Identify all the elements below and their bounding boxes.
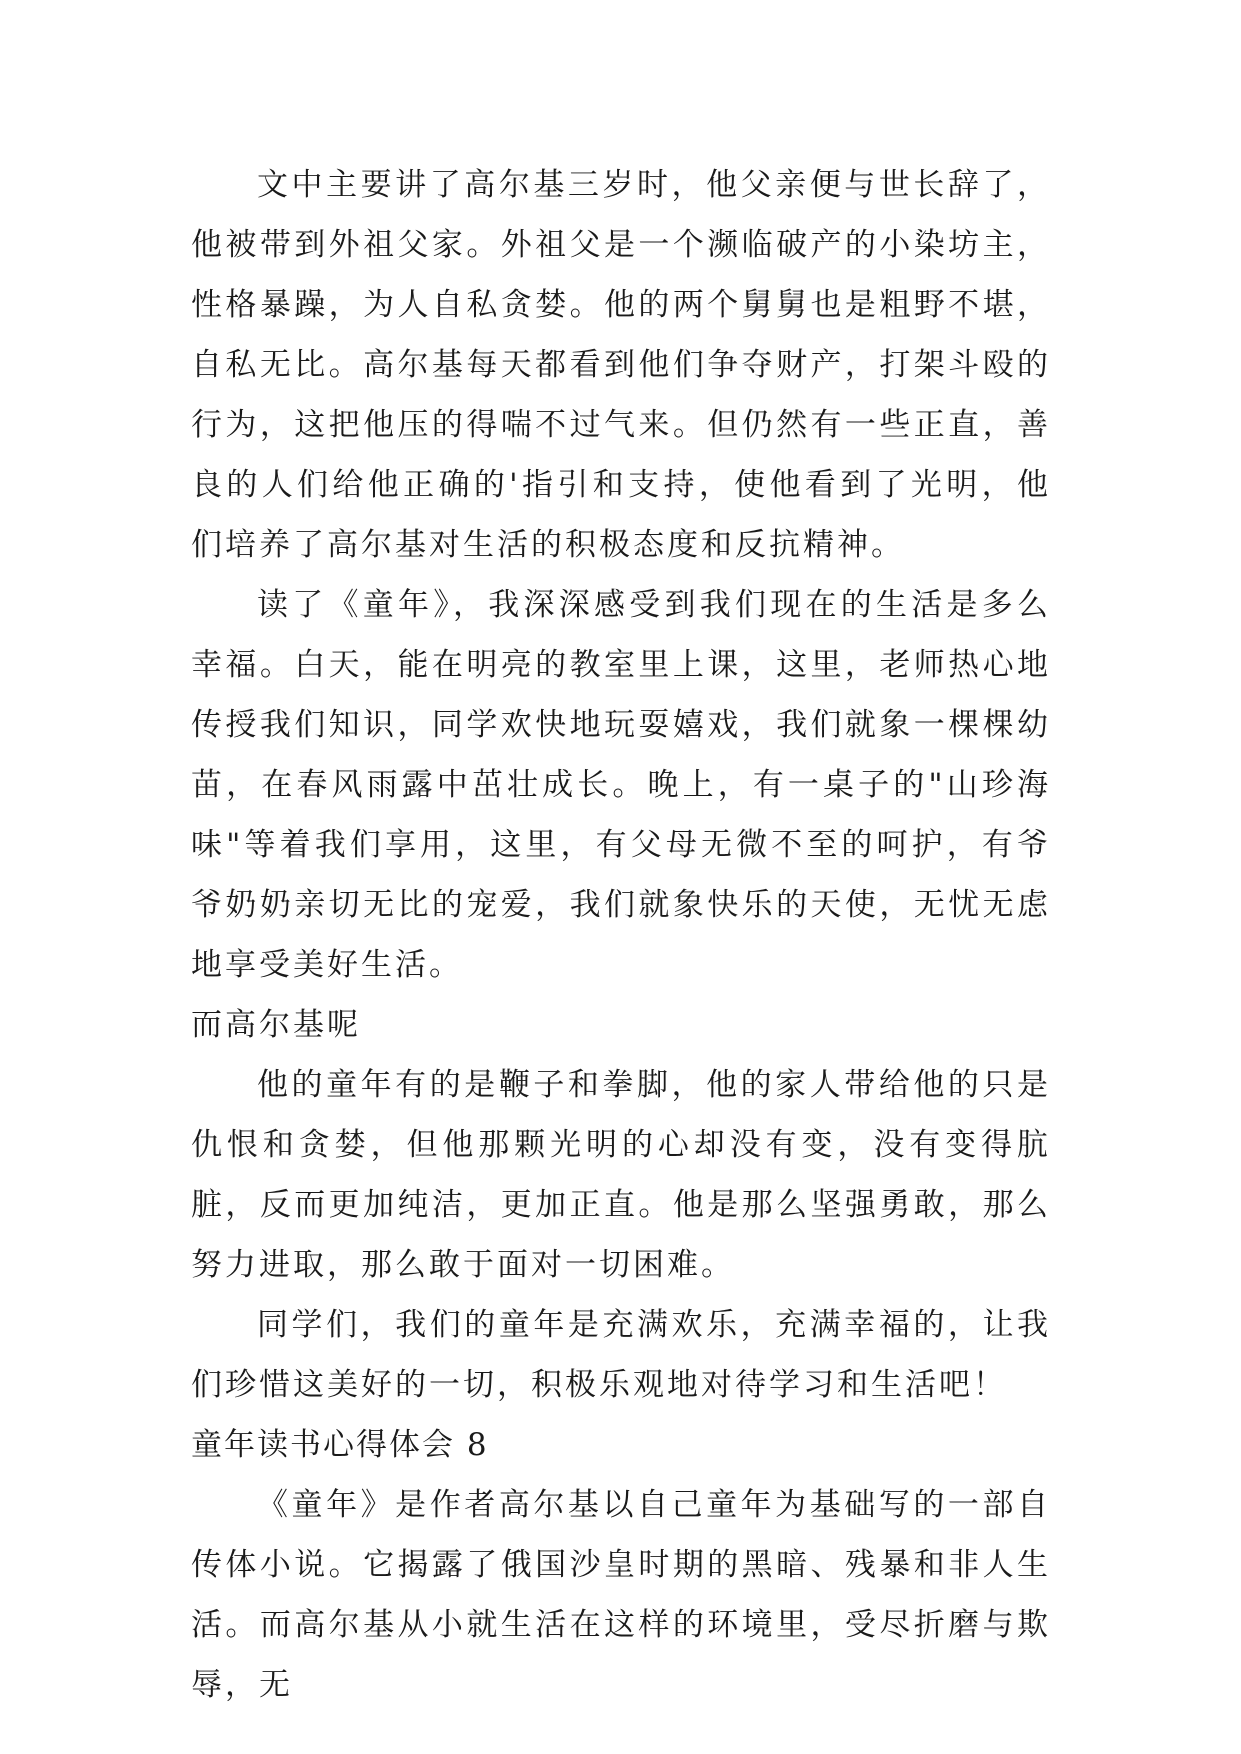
- paragraph-4: 他的童年有的是鞭子和拳脚，他的家人带给他的只是仇恨和贪婪，但他那颗光明的心却没有变，没有变得肮脏，反而更加纯洁，更加正直。他是那么坚强勇敢，那么努力进取，那么敢于面对一切困难。: [191, 1067, 1051, 1283]
- paragraph-1: 文中主要讲了高尔基三岁时，他父亲便与世长辞了，他被带到外祖父家。外祖父是一个濒临破产的小染坊主，性格暴躁，为人自私贪婪。他的两个舅舅也是粗野不堪，自私无比。高尔基每天都看到他们争夺财产，打架斗殴的行为，这把他压的得喘不过气来。但仍然有一些正直，善良的人们给他正确的'指引和支持，使他看到了光明，他们培养了高尔基对生活的积极态度和反抗精神。: [191, 167, 1051, 563]
- paragraph-3: 而高尔基呢: [191, 1007, 361, 1043]
- document-body: [191, 155, 1051, 1715]
- paragraph-2: 读了《童年》，我深深感受到我们现在的生活是多么幸福。白天，能在明亮的教室里上课，这里，老师热心地传授我们知识，同学欢快地玩耍嬉戏，我们就象一棵棵幼苗，在春风雨露中茁壮成长。晚上，有一桌子的"山珍海味"等着我们享用，这里，有父母无微不至的呵护，有爷爷奶奶亲切无比的宠爱，我们就象快乐的天使，无忧无虑地享受美好生活。: [191, 587, 1051, 983]
- paragraph-6: 《童年》是作者高尔基以自己童年为基础写的一部自传体小说。它揭露了俄国沙皇时期的黑暗、残暴和非人生活。而高尔基从小就生活在这样的环境里，受尽折磨与欺辱，无: [191, 1487, 1051, 1703]
- section-heading: 童年读书心得体会 8: [191, 1427, 489, 1463]
- paragraph-5: 同学们，我们的童年是充满欢乐，充满幸福的，让我们珍惜这美好的一切，积极乐观地对待学习和生活吧！: [191, 1307, 1051, 1403]
